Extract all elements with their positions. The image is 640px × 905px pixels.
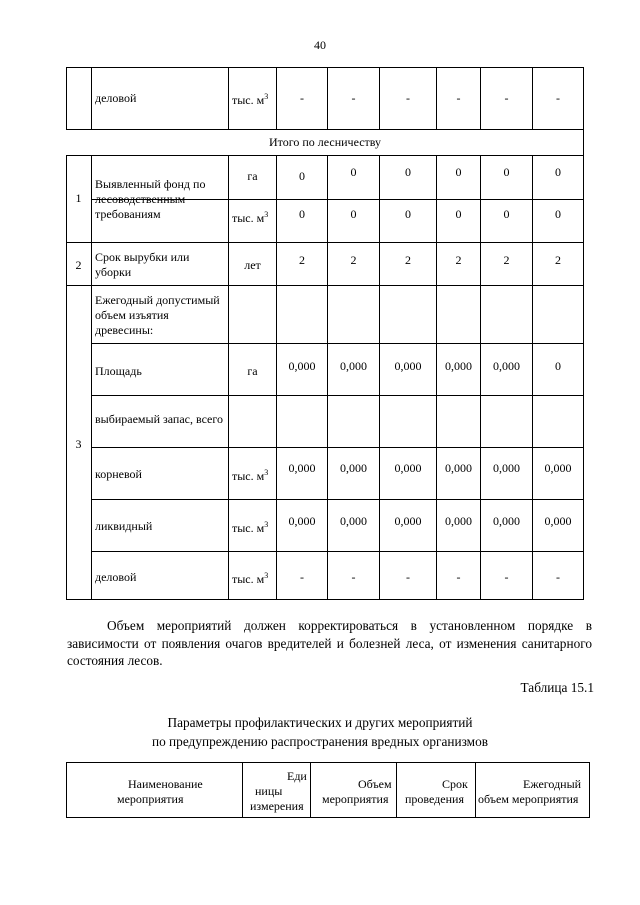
value-cell: 0,000	[544, 461, 572, 475]
value-cell: 0,000	[493, 359, 520, 373]
table-caption: Таблица 15.1	[520, 680, 594, 695]
row3-heading: Ежегодный допустимый объем изъятия древесины:	[95, 293, 220, 337]
value-cell: 2	[555, 253, 561, 267]
value-cell: 0	[405, 165, 411, 179]
value-cell: 0,000	[340, 359, 367, 373]
value-cell: 0	[299, 169, 305, 183]
value-cell: 0	[455, 207, 462, 221]
value-cell: -	[351, 91, 356, 105]
section-title: Итого по лесничеству	[268, 135, 382, 149]
unit-years: лет	[244, 258, 261, 272]
unit-m3: тыс. $м^3$	[232, 520, 269, 535]
value-cell: 0,000	[445, 514, 472, 528]
row-number: 1	[75, 191, 82, 205]
likv-label: ликвидный	[95, 519, 153, 533]
area-label: Площадь	[95, 364, 142, 378]
value-cell: -	[351, 570, 356, 584]
header-name-l2: мероприятия	[117, 792, 184, 806]
value-cell: 0	[350, 165, 357, 179]
table2-title-line2: по предупреждению распространения вредных организмов	[151, 734, 489, 749]
table2-title	[0, 713, 640, 751]
value-cell: 0,000	[493, 461, 520, 475]
value-cell: -	[556, 570, 560, 584]
value-cell: 0	[503, 165, 510, 179]
row-number: 2	[75, 258, 82, 272]
value-cell: 0	[555, 165, 561, 179]
header-unit-l3: измерения	[250, 799, 304, 813]
stock-label: выбираемый запас, всего	[95, 412, 223, 426]
value-cell: 0	[555, 359, 561, 373]
value-cell: -	[300, 91, 304, 105]
row-delovoi-top-label: деловой	[95, 91, 137, 105]
value-cell: 0	[455, 165, 462, 179]
page-number: 40	[314, 38, 326, 52]
unit-m3: тыс. $м^3$	[232, 210, 269, 225]
value-cell: 2	[405, 253, 411, 267]
unit-ha: га	[247, 364, 258, 378]
value-cell: 0,000	[394, 461, 422, 475]
value-cell: 0	[555, 207, 561, 221]
value-cell: 0,000	[288, 359, 316, 373]
header-term-l2: проведения	[405, 792, 464, 806]
value-cell: 0,000	[445, 359, 472, 373]
delov-label: деловой	[95, 570, 137, 584]
unit-m3: тыс. $м^3$	[232, 92, 269, 107]
value-cell: 0,000	[340, 461, 367, 475]
header-annual-l2: объем мероприятия	[478, 792, 579, 806]
korn-label: корневой	[95, 467, 142, 481]
value-cell: -	[504, 91, 509, 105]
header-term-l1: Срок	[442, 777, 468, 791]
value-cell: -	[456, 570, 461, 584]
value-cell: 0,000	[288, 461, 316, 475]
header-unit-l2: ницы	[255, 784, 283, 798]
value-cell: 0	[299, 207, 305, 221]
row2-label: Срок вырубки или уборки	[95, 250, 190, 279]
value-cell: 0,000	[493, 514, 520, 528]
value-cell: 2	[350, 253, 357, 267]
value-cell: -	[406, 91, 410, 105]
value-cell: 0,000	[445, 461, 472, 475]
value-cell: 0	[350, 207, 357, 221]
value-cell: -	[504, 570, 509, 584]
value-cell: 0,000	[544, 514, 572, 528]
value-cell: -	[300, 570, 304, 584]
row-number: 3	[75, 437, 82, 451]
body-paragraph: Объем мероприятий должен корректироваться в установленном порядке в зависимости от появления очагов вредителей и болезней леса, от изменения санитарного состояния лесов.	[67, 618, 592, 668]
value-cell: 0,000	[394, 514, 422, 528]
table2-title-line1: Параметры профилактических и других мероприятий	[167, 715, 473, 730]
value-cell: 2	[503, 253, 510, 267]
header-annual-l1: Ежегодный	[523, 777, 582, 791]
value-cell: 2	[455, 253, 462, 267]
value-cell: 0,000	[394, 359, 422, 373]
value-cell: 0	[503, 207, 510, 221]
unit-m3: тыс. $м^3$	[232, 571, 269, 586]
value-cell: 0,000	[340, 514, 367, 528]
unit-m3: тыс. $м^3$	[232, 468, 269, 483]
header-volume-l1: Объем	[358, 777, 392, 791]
value-cell: 0	[405, 207, 411, 221]
unit-ha: га	[247, 169, 258, 183]
header-name-l1: Наименование	[128, 777, 203, 791]
value-cell: -	[556, 91, 560, 105]
header-unit-l1: Еди	[287, 769, 307, 783]
value-cell: 2	[299, 253, 305, 267]
row1-label: Выявленный фонд по лесоводственным требованиям	[95, 177, 206, 221]
header-volume-l2: мероприятия	[322, 792, 389, 806]
value-cell: -	[406, 570, 410, 584]
value-cell: -	[456, 91, 461, 105]
value-cell: 0,000	[288, 514, 316, 528]
